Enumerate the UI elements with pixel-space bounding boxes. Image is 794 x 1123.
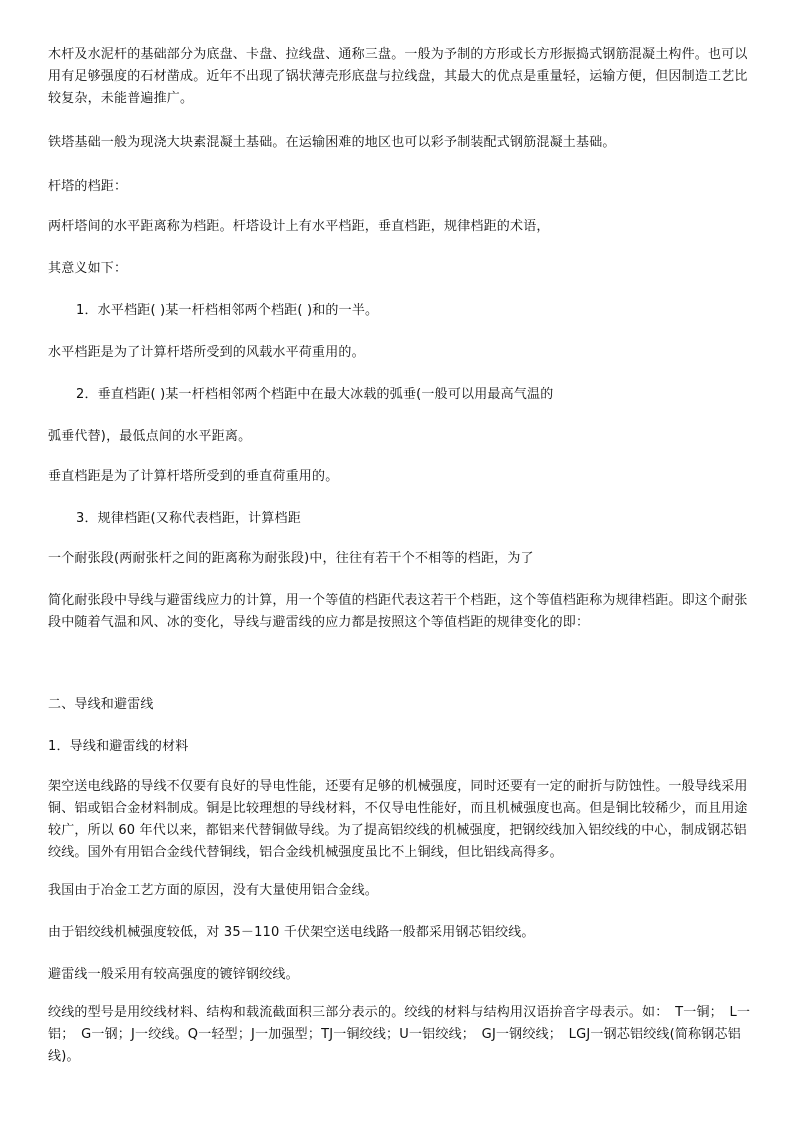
item-horizontal-span: 1．水平档距( )某一杆档相邻两个档距( )和的一半。 bbox=[76, 303, 379, 318]
paragraph-horizontal-purpose: 水平档距是为了计算杆塔所受到的风载水平荷重用的。 bbox=[48, 345, 365, 360]
paragraph-ruling-span-definition: 简化耐张段中导线与避雷线应力的计算，用一个等值的档距代表这若干个档距，这个等值档距称为规律档距。即这个耐张段中随着气温和风、冰的变化，导线与避雷线的应力都是按照这个等值档距的规律变化的即： bbox=[48, 593, 748, 630]
paragraph-span-definition: 两杆塔间的水平距离称为档距。杆塔设计上有水平档距，垂直档距，规律档距的术语， bbox=[48, 219, 550, 234]
paragraph-strand-types: 绞线的型号是用绞线材料、结构和载流截面积三部分表示的。绞线的材料与结构用汉语拚音字母表示。如： T一铜； L一铝； G一钢；J一绞线。Q一轻型；J一加强型；TJ一铜绞线；U一铝绞线； GJ一钢绞线； LGJ一钢芯铝绞线(简称钢芯铝线)。 bbox=[48, 1005, 751, 1064]
paragraph-acsr: 由于铝绞线机械强度较低，对 35－110 千伏架空送电线路一般都采用钢芯铝绞线。 bbox=[48, 925, 535, 940]
subheading-materials: 1．导线和避雷线的材料 bbox=[48, 739, 189, 754]
item-vertical-span: 2．垂直档距( )某一杆档相邻两个档距中在最大冰载的弧垂(一般可以用最高气温的 bbox=[76, 387, 554, 402]
paragraph-vertical-span-cont: 弧垂代替)，最低点间的水平距离。 bbox=[48, 429, 252, 444]
paragraph-vertical-purpose: 垂直档距是为了计算杆塔所受到的垂直荷重用的。 bbox=[48, 469, 339, 484]
paragraph-ground-wire: 避雷线一般采用有较高强度的镀锌钢绞线。 bbox=[48, 967, 299, 982]
item-ruling-span: 3．规律档距(又称代表档距，计算档距 bbox=[76, 511, 301, 526]
paragraph-conductor-materials: 架空送电线路的导线不仅要有良好的导电性能，还要有足够的机械强度，同时还要有一定的耐折与防蚀性。一般导线采用铜、铝或铝合金材料制成。铜是比较理想的导线材料，不仅导电性能好，而且机械强度也高。但是铜比较稀少，而且用途较广，所以 60 年代以来，都铝来代替铜做导线。为了提高铝绞线的机械强度，把钢绞线加入铝绞线的中心，制成钢芯铝绞线。国外有用铝合金线代替铜线，铝合金线机械强度虽比不上铜线，但比铝线高得多。 bbox=[48, 779, 748, 860]
paragraph-meaning: 其意义如下： bbox=[48, 261, 128, 276]
section-heading-conductors: 二、导线和避雷线 bbox=[48, 697, 154, 712]
heading-span: 杆塔的档距： bbox=[48, 179, 128, 194]
paragraph-aluminum-alloy: 我国由于冶金工艺方面的原因，没有大量使用铝合金线。 bbox=[48, 883, 379, 898]
paragraph-tower-foundation: 铁塔基础一般为现浇大块素混凝土基础。在运输困难的地区也可以彩予制装配式钢筋混凝土基础。 bbox=[48, 135, 616, 150]
paragraph-foundation: 木杆及水泥杆的基础部分为底盘、卡盘、拉线盘、通称三盘。一般为予制的方形或长方形振捣式钢筋混凝土构件。也可以用有足够强度的石材凿成。近年不出现了锅状薄壳形底盘与拉线盘，其最大的优点是重量轻，运输方便，但因制造工艺比较复杂，未能普遍推广。 bbox=[48, 47, 748, 106]
paragraph-tension-section: 一个耐张段(两耐张杆之间的距离称为耐张段)中，往往有若干个不相等的档距，为了 bbox=[48, 551, 534, 566]
